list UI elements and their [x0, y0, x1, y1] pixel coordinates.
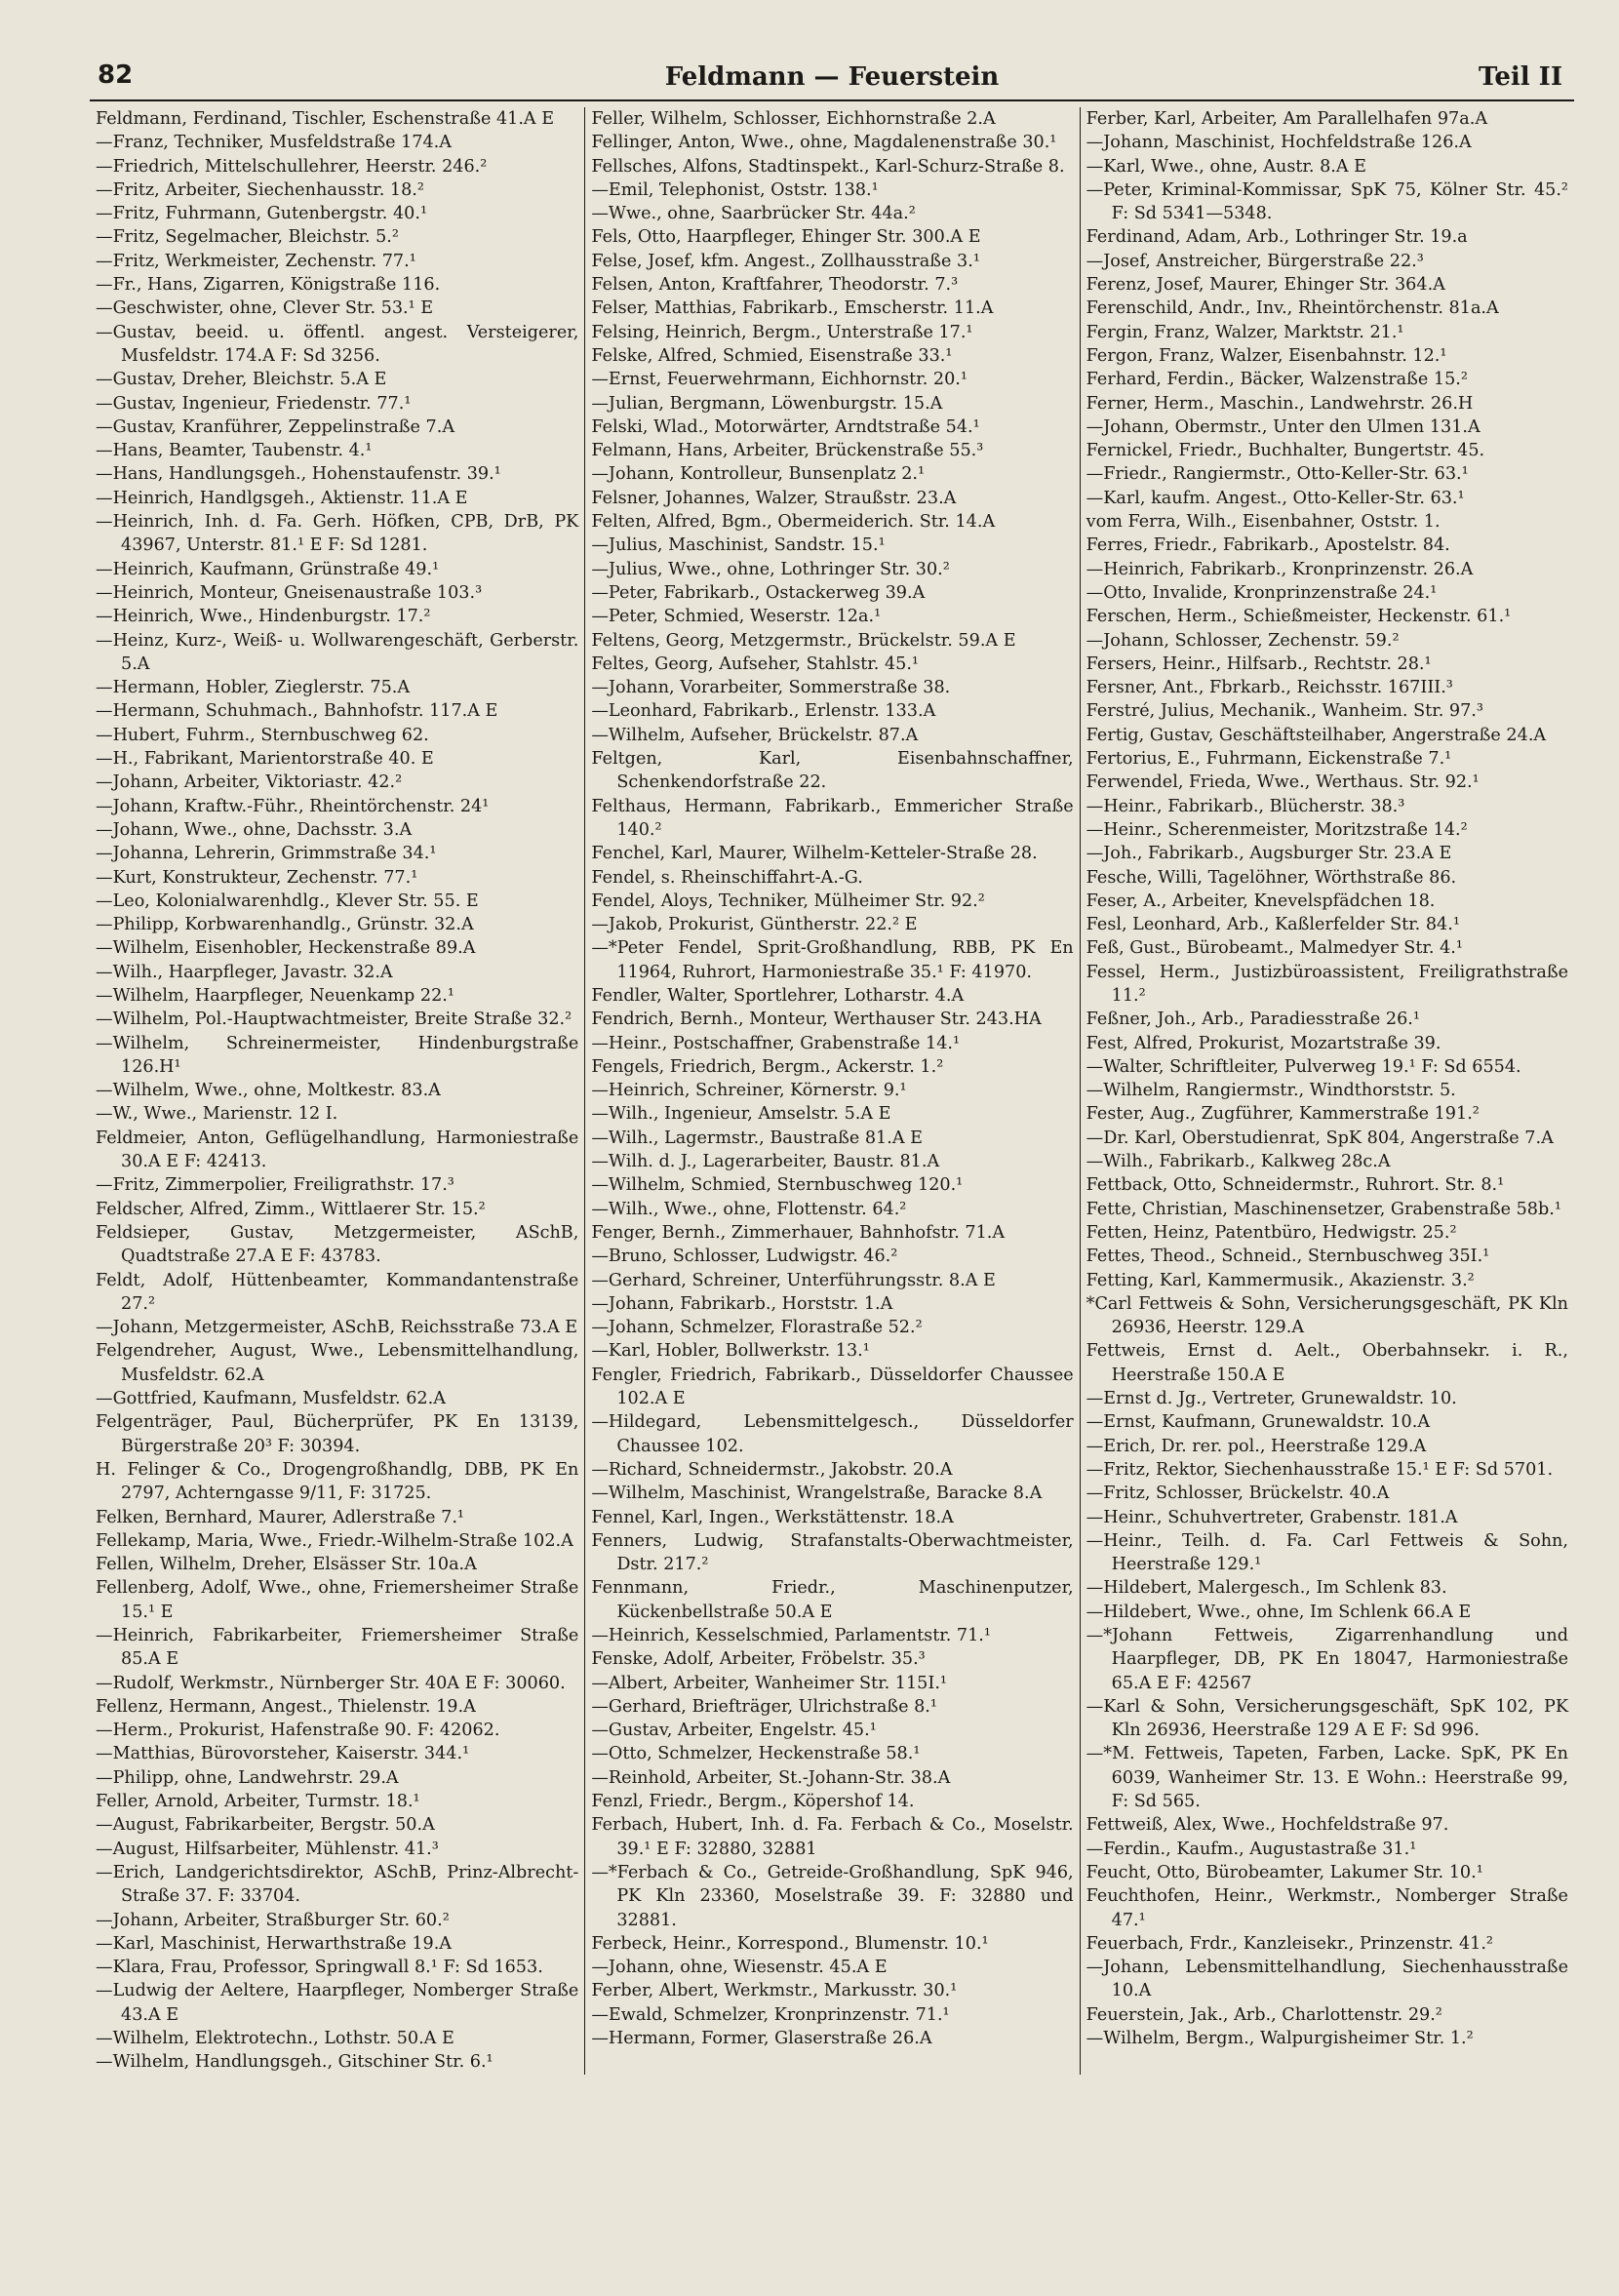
- directory-entry: —Rudolf, Werkmstr., Nürnberger Str. 40A E F: 30060.: [96, 1673, 566, 1693]
- directory-entry: Felske, Alfred, Schmied, Eisenstraße 33.¹: [591, 345, 953, 366]
- directory-entry: Feuchthofen, Heinr., Werkmstr., Nomberger Straße 47.¹: [1086, 1886, 1568, 1930]
- directory-entry: —Albert, Arbeiter, Wanheimer Str. 115I.¹: [591, 1673, 947, 1693]
- directory-entry: —Joh., Fabrikarb., Augsburger Str. 23.A E: [1086, 844, 1452, 864]
- directory-entry: Fellekamp, Maria, Wwe., Friedr.-Wilhelm-Straße 102.A: [96, 1530, 573, 1551]
- directory-entry: —Wwe., ohne, Saarbrücker Str. 44a.²: [591, 204, 916, 224]
- directory-entry: Felthaus, Hermann, Fabrikarb., Emmericher Straße 140.²: [591, 796, 1074, 840]
- directory-entry: —Wilhelm, Wwe., ohne, Moltkestr. 83.A: [96, 1081, 441, 1101]
- directory-entry: —Hubert, Fuhrm., Sternbuschweg 62.: [96, 725, 429, 745]
- directory-entry: —Hans, Handlungsgeh., Hohenstaufenstr. 39.¹: [96, 464, 501, 485]
- directory-entry: —Fritz, Zimmerpolier, Freiligrathstr. 17.³: [96, 1175, 454, 1196]
- directory-entry: —Ernst d. Jg., Vertreter, Grunewaldstr. 10.: [1086, 1389, 1457, 1409]
- directory-entry: —Erich, Dr. rer. pol., Heerstraße 129.A: [1086, 1436, 1427, 1456]
- directory-entry: Fenzl, Friedr., Bergm., Köpershof 14.: [591, 1792, 915, 1812]
- directory-entry: Fenske, Adolf, Arbeiter, Fröbelstr. 35.³: [591, 1649, 926, 1670]
- column-3: [1080, 107, 1574, 2075]
- directory-entry: Fessel, Herm., Justizbüroassistent, Freiligrathstraße 11.²: [1086, 962, 1568, 1006]
- directory-entry: —H., Fabrikant, Marientorstraße 40. E: [96, 749, 434, 770]
- directory-entry: —Johann, Arbeiter, Viktoriastr. 42.²: [96, 772, 403, 793]
- directory-entry: —Bruno, Schlosser, Ludwigstr. 46.²: [591, 1247, 898, 1267]
- directory-entry: —Wilhelm, Eisenhobler, Heckenstraße 89.A: [96, 938, 476, 959]
- directory-entry: Fetting, Karl, Kammermusik., Akazienstr. 3.²: [1086, 1270, 1475, 1290]
- directory-entry: —Fritz, Rektor, Siechenhausstraße 15.¹ E F: Sd 5701.: [1086, 1459, 1554, 1480]
- directory-entry: —Johann, ohne, Wiesenstr. 45.A E: [591, 1958, 888, 1978]
- directory-entry: —Heinr., Scherenmeister, Moritzstraße 14.²: [1086, 819, 1468, 840]
- directory-entry: —Wilhelm, Bergm., Walpurgisheimer Str. 1.²: [1086, 2029, 1474, 2049]
- directory-entry: Fenners, Ludwig, Strafanstalts-Oberwachtmeister, Dstr. 217.²: [591, 1530, 1074, 1575]
- directory-entry: Feucht, Otto, Bürobeamter, Lakumer Str. 10.¹: [1086, 1862, 1483, 1882]
- directory-entry: —Gustav, Arbeiter, Engelstr. 45.¹: [591, 1721, 877, 1741]
- directory-entry: Fest, Alfred, Prokurist, Mozartstraße 39.: [1086, 1033, 1441, 1053]
- directory-entry: —Ernst, Feuerwehrmann, Eichhornstr. 20.¹: [591, 370, 967, 390]
- directory-entry: Ferenz, Josef, Maurer, Ehinger Str. 364.A: [1086, 275, 1445, 296]
- directory-entry: —Friedrich, Mittelschullehrer, Heerstr. 246.²: [96, 156, 488, 177]
- directory-entry: —Johann, Kontrolleur, Bunsenplatz 2.¹: [591, 464, 926, 485]
- directory-entry: —Hildegard, Lebensmittelgesch., Düsseldorfer Chaussee 102.: [591, 1412, 1074, 1456]
- directory-entry: —Hildebert, Malergesch., Im Schlenk 83.: [1086, 1578, 1447, 1599]
- directory-entry: —Wilh., Wwe., ohne, Flottenstr. 64.²: [591, 1199, 907, 1219]
- directory-entry: —Ludwig der Aeltere, Haarpfleger, Nomberger Straße 43.A E: [96, 1981, 579, 2025]
- directory-entry: Felse, Josef, kfm. Angest., Zollhausstraße 3.¹: [591, 251, 980, 271]
- directory-entry: —Gerhard, Schreiner, Unterführungsstr. 8.A E: [591, 1270, 996, 1290]
- directory-entry: —August, Hilfsarbeiter, Mühlenstr. 41.³: [96, 1839, 439, 1859]
- directory-entry: Felmann, Hans, Arbeiter, Brückenstraße 55.³: [591, 441, 984, 461]
- page-number: 82: [98, 60, 134, 90]
- directory-entry: —Wilhelm, Schreinermeister, Hindenburgstraße 126.H¹: [96, 1033, 579, 1077]
- directory-entry: Fersner, Ant., Fbrkarb., Reichsstr. 167III.³: [1086, 678, 1453, 698]
- directory-entry: —Otto, Schmelzer, Heckenstraße 58.¹: [591, 1744, 921, 1764]
- directory-entry: —Otto, Invalide, Kronprinzenstraße 24.¹: [1086, 582, 1438, 603]
- directory-entry: —Johanna, Lehrerin, Grimmstraße 34.¹: [96, 844, 437, 864]
- directory-entry: —Hermann, Former, Glaserstraße 26.A: [591, 2029, 932, 2049]
- directory-entry: —Peter, Schmied, Weserstr. 12a.¹: [591, 607, 882, 627]
- directory-entry: —Johann, Metzgermeister, ASchB, Reichsstraße 73.A E: [96, 1318, 578, 1338]
- directory-entry: —Gustav, beeid. u. öffentl. angest. Versteigerer, Musfeldstr. 174.A F: Sd 3256.: [96, 322, 579, 366]
- directory-entry: —Richard, Schneidermstr., Jakobstr. 20.A: [591, 1459, 953, 1480]
- directory-entry: Fellinger, Anton, Wwe., ohne, Magdalenenstraße 30.¹: [591, 133, 1057, 153]
- directory-entry: Ferber, Karl, Arbeiter, Am Parallelhafen 97a.A: [1086, 109, 1488, 129]
- directory-entry: —Heinrich, Kesselschmied, Parlamentstr. 71.¹: [591, 1626, 991, 1645]
- directory-entry: Fernickel, Friedr., Buchhalter, Bungertstr. 45.: [1086, 441, 1485, 461]
- directory-entry: —Hermann, Schuhmach., Bahnhofstr. 117.A E: [96, 701, 498, 722]
- directory-entry: —Josef, Anstreicher, Bürgerstraße 22.³: [1086, 251, 1424, 271]
- directory-entry: —Fritz, Schlosser, Brückelstr. 40.A: [1086, 1484, 1390, 1504]
- directory-entry: Felten, Alfred, Bgm., Obermeiderich. Str. 14.A: [591, 512, 996, 533]
- directory-entry: —Jakob, Prokurist, Güntherstr. 22.² E: [591, 915, 918, 935]
- directory-entry: —Heinrich, Monteur, Gneisenaustraße 103.³: [96, 582, 483, 603]
- directory-entry: —Fritz, Fuhrmann, Gutenbergstr. 40.¹: [96, 204, 428, 224]
- directory-entry: Fettes, Theod., Schneid., Sternbuschweg 35I.¹: [1086, 1247, 1490, 1267]
- directory-entry: —Heinr., Fabrikarb., Blücherstr. 38.³: [1086, 796, 1405, 816]
- directory-entry: —Johann, Maschinist, Hochfeldstraße 126.A: [1086, 133, 1472, 153]
- directory-entry: Felsen, Anton, Kraftfahrer, Theodorstr. 7.³: [591, 275, 959, 296]
- directory-entry: Feller, Wilhelm, Schlosser, Eichhornstraße 2.A: [591, 109, 996, 129]
- directory-entry: —Hans, Beamter, Taubenstr. 4.¹: [96, 441, 373, 461]
- directory-entry: Fennmann, Friedr., Maschinenputzer, Kückenbellstraße 50.A E: [591, 1578, 1074, 1622]
- directory-entry: —Karl, Wwe., ohne, Austr. 8.A E: [1086, 156, 1367, 177]
- directory-entry: —Fritz, Arbeiter, Siechenhausstr. 18.²: [96, 179, 424, 200]
- directory-entry: Fesche, Willi, Tagelöhner, Wörthstraße 86.: [1086, 867, 1457, 888]
- directory-entry: —Reinhold, Arbeiter, St.-Johann-Str. 38.A: [591, 1767, 951, 1788]
- directory-entry: Fertig, Gustav, Geschäftsteilhaber, Angerstraße 24.A: [1086, 725, 1547, 745]
- directory-entry: Fertorius, E., Fuhrmann, Eickenstraße 7.¹: [1086, 749, 1452, 770]
- directory-entry: Ferstré, Julius, Mechanik., Wanheim. Str. 97.³: [1086, 701, 1483, 722]
- directory-entry: Fette, Christian, Maschinensetzer, Grabenstraße 58b.¹: [1086, 1199, 1561, 1219]
- directory-entry: Fendel, s. Rheinschiffahrt-A.-G.: [591, 867, 863, 888]
- directory-entry: Ferenschild, Andr., Inv., Rheintörchenstr. 81a.A: [1086, 298, 1499, 319]
- directory-entry: Fendrich, Bernh., Monteur, Werthauser Str. 243.HA: [591, 1009, 1042, 1030]
- directory-entry: —Leo, Kolonialwarenhdlg., Klever Str. 55. E: [96, 891, 479, 911]
- directory-entry: —Johann, Vorarbeiter, Sommerstraße 38.: [591, 678, 951, 698]
- directory-entry: Feuerbach, Frdr., Kanzleisekr., Prinzenstr. 41.²: [1086, 1933, 1493, 1954]
- directory-entry: —Heinrich, Schreiner, Körnerstr. 9.¹: [591, 1081, 907, 1101]
- directory-entry: Fester, Aug., Zugführer, Kammerstraße 191.²: [1086, 1104, 1480, 1125]
- directory-entry: —Johann, Obermstr., Unter den Ulmen 131.A: [1086, 416, 1481, 437]
- directory-entry: —Emil, Telephonist, Oststr. 138.¹: [591, 179, 879, 200]
- directory-entry: —Kurt, Konstrukteur, Zechenstr. 77.¹: [96, 867, 418, 888]
- directory-entry: Fels, Otto, Haarpfleger, Ehinger Str. 300.A E: [591, 227, 981, 248]
- directory-entry: —Herm., Prokurist, Hafenstraße 90. F: 42062.: [96, 1721, 500, 1741]
- directory-entry: *Carl Fettweis & Sohn, Versicherungsgeschäft, PK Kln 26936, Heerstr. 129.A: [1086, 1293, 1568, 1338]
- directory-entry: —Heinrich, Inh. d. Fa. Gerh. Höfken, CPB, DrB, PK 43967, Unterstr. 81.¹ E F: Sd 1281.: [96, 512, 579, 556]
- directory-entry: —Johann, Kraftw.-Führ., Rheintörchenstr. 24¹: [96, 796, 490, 816]
- directory-entry: Fengler, Friedrich, Fabrikarb., Düsseldorfer Chaussee 102.A E: [591, 1365, 1074, 1409]
- running-title: Feldmann — Feuerstein: [664, 62, 1000, 92]
- directory-entry: —*Peter Fendel, Sprit-Großhandlung, RBB, PK En 11964, Ruhrort, Harmoniestraße 35.¹ F: 41970.: [591, 938, 1074, 982]
- directory-entry: —Wilh., Lagermstr., Baustraße 81.A E: [591, 1128, 923, 1148]
- directory-entry: Feser, A., Arbeiter, Knevelspfädchen 18.: [1086, 891, 1436, 911]
- directory-entry: Fettweiß, Alex, Wwe., Hochfeldstraße 97.: [1086, 1815, 1449, 1836]
- directory-entry: Ferber, Albert, Werkmstr., Markusstr. 30.¹: [591, 1981, 958, 2001]
- directory-entry: Fellsches, Alfons, Stadtinspekt., Karl-Schurz-Straße 8.: [591, 156, 1065, 177]
- directory-entry: —Heinr., Teilh. d. Fa. Carl Fettweis & Sohn, Heerstraße 129.¹: [1086, 1530, 1568, 1575]
- directory-entry: —Julius, Wwe., ohne, Lothringer Str. 30.²: [591, 559, 950, 579]
- directory-entry: —Karl, Maschinist, Herwarthstraße 19.A: [96, 1933, 453, 1954]
- directory-entry: —*Johann Fettweis, Zigarrenhandlung und Haarpfleger, DB, PK En 18047, Harmoniestraße 65.A E F: 42567: [1086, 1626, 1568, 1693]
- directory-entry: —Karl & Sohn, Versicherungsgeschäft, SpK 102, PK Kln 26936, Heerstraße 129 A E F: Sd 996.: [1086, 1696, 1568, 1741]
- page-header: [90, 60, 1574, 101]
- directory-entry: —Friedr., Rangiermstr., Otto-Keller-Str. 63.¹: [1086, 464, 1469, 485]
- directory-entry: Feltgen, Karl, Eisenbahnschaffner, Schenkendorfstraße 22.: [591, 749, 1074, 793]
- directory-entry: Ferbeck, Heinr., Korrespond., Blumenstr. 10.¹: [591, 1933, 989, 1954]
- directory-entry: —Johann, Arbeiter, Straßburger Str. 60.²: [96, 1910, 450, 1930]
- directory-entry: Fendler, Walter, Sportlehrer, Lotharstr. 4.A: [591, 985, 965, 1006]
- part-label: Teil II: [1478, 62, 1562, 92]
- directory-entry: —Johann, Lebensmittelhandlung, Siechenhausstraße 10.A: [1086, 1958, 1568, 2001]
- directory-entry: Fergon, Franz, Walzer, Eisenbahnstr. 12.¹: [1086, 345, 1447, 366]
- directory-entry: —Erich, Landgerichtsdirektor, ASchB, Prinz-Albrecht-Straße 37. F: 33704.: [96, 1862, 579, 1907]
- directory-entry: —Heinrich, Fabrikarbeiter, Friemersheimer Straße 85.A E: [96, 1626, 579, 1670]
- directory-entry: —Julius, Maschinist, Sandstr. 15.¹: [591, 535, 886, 556]
- directory-entry: Felgenträger, Paul, Bücherprüfer, PK En 13139, Bürgerstraße 20³ F: 30394.: [96, 1412, 579, 1456]
- directory-entry: Feß, Gust., Bürobeamt., Malmedyer Str. 4.¹: [1086, 938, 1463, 959]
- directory-entry: —Johann, Fabrikarb., Horststr. 1.A: [591, 1293, 893, 1314]
- directory-entry: —Karl, kaufm. Angest., Otto-Keller-Str. 63.¹: [1086, 488, 1465, 508]
- directory-entry: —Wilhelm, Maschinist, Wrangelstraße, Baracke 8.A: [591, 1484, 1043, 1504]
- directory-entry: —Wilhelm, Pol.-Hauptwachtmeister, Breite Straße 32.²: [96, 1009, 573, 1030]
- directory-entry: —Hermann, Hobler, Zieglerstr. 75.A: [96, 678, 411, 698]
- columns: [90, 107, 1574, 2075]
- directory-entry: —Johann, Schlosser, Zechenstr. 59.²: [1086, 630, 1400, 651]
- directory-entry: —Heinr., Postschaffner, Grabenstraße 14.¹: [591, 1033, 961, 1053]
- directory-entry: Ferres, Friedr., Fabrikarb., Apostelstr. 84.: [1086, 535, 1450, 556]
- directory-entry: —August, Fabrikarbeiter, Bergstr. 50.A: [96, 1815, 435, 1836]
- directory-entry: Ferdinand, Adam, Arb., Lothringer Str. 19.a: [1086, 227, 1468, 248]
- directory-entry: —Peter, Kriminal-Kommissar, SpK 75, Kölner Str. 45.² F: Sd 5341—5348.: [1086, 179, 1568, 224]
- directory-entry: Felsing, Heinrich, Bergm., Unterstraße 17.¹: [591, 322, 973, 342]
- directory-entry: Feller, Arnold, Arbeiter, Turmstr. 18.¹: [96, 1792, 420, 1812]
- directory-entry: Fellen, Wilhelm, Dreher, Elsässer Str. 10a.A: [96, 1555, 477, 1575]
- directory-entry: Ferschen, Herm., Schießmeister, Heckenstr. 61.¹: [1086, 607, 1512, 627]
- directory-entry: Fellenberg, Adolf, Wwe., ohne, Friemersheimer Straße 15.¹ E: [96, 1578, 579, 1622]
- directory-entry: —W., Wwe., Marienstr. 12 I.: [96, 1104, 338, 1125]
- directory-entry: —Johann, Wwe., ohne, Dachsstr. 3.A: [96, 819, 413, 840]
- directory-entry: —Wilh., Fabrikarb., Kalkweg 28c.A: [1086, 1152, 1391, 1172]
- directory-entry: —Julian, Bergmann, Löwenburgstr. 15.A: [591, 393, 943, 414]
- directory-entry: Feldscher, Alfred, Zimm., Wittlaerer Str. 15.²: [96, 1199, 486, 1219]
- directory-entry: Feuerstein, Jak., Arb., Charlottenstr. 29.²: [1086, 2004, 1442, 2025]
- directory-entry: —Fr., Hans, Zigarren, Königstraße 116.: [96, 275, 441, 296]
- directory-entry: —Wilhelm, Aufseher, Brückelstr. 87.A: [591, 725, 919, 745]
- directory-entry: —*Ferbach & Co., Getreide-Großhandlung, SpK 946, PK Kln 23360, Moselstraße 39. F: 32880 und 32881.: [591, 1862, 1074, 1930]
- directory-entry: —Geschwister, ohne, Clever Str. 53.¹ E: [96, 298, 434, 319]
- directory-entry: Ferhard, Ferdin., Bäcker, Walzenstraße 15.²: [1086, 370, 1468, 390]
- directory-entry: Feldsieper, Gustav, Metzgermeister, ASchB, Quadtstraße 27.A E F: 43783.: [96, 1222, 579, 1267]
- directory-entry: —Franz, Techniker, Musfeldstraße 174.A: [96, 133, 452, 153]
- directory-entry: —Heinrich, Wwe., Hindenburgstr. 17.²: [96, 607, 431, 627]
- directory-entry: Fendel, Aloys, Techniker, Mülheimer Str. 92.²: [591, 891, 985, 911]
- directory-entry: Fenchel, Karl, Maurer, Wilhelm-Ketteler-Straße 28.: [591, 844, 1038, 864]
- directory-entry: Feldt, Adolf, Hüttenbeamter, Kommandantenstraße 27.²: [96, 1270, 579, 1314]
- directory-entry: vom Ferra, Wilh., Eisenbahner, Oststr. 1.: [1086, 512, 1441, 533]
- directory-entry: Felken, Bernhard, Maurer, Adlerstraße 7.¹: [96, 1507, 464, 1527]
- directory-entry: Fettweis, Ernst d. Aelt., Oberbahnsekr. i. R., Heerstraße 150.A E: [1086, 1341, 1568, 1385]
- directory-entry: Fengels, Friedrich, Bergm., Ackerstr. 1.²: [591, 1056, 944, 1077]
- directory-entry: —Peter, Fabrikarb., Ostackerweg 39.A: [591, 582, 926, 603]
- directory-entry: —Matthias, Bürovorsteher, Kaiserstr. 344.¹: [96, 1744, 470, 1764]
- directory-entry: —Heinrich, Fabrikarb., Kronprinzenstr. 26.A: [1086, 559, 1474, 579]
- directory-entry: —Philipp, Korbwarenhandlg., Grünstr. 32.A: [96, 915, 474, 935]
- directory-entry: —Wilhelm, Elektrotechn., Lothstr. 50.A E: [96, 2029, 454, 2049]
- directory-entry: Ferner, Herm., Maschin., Landwehrstr. 26.H: [1086, 393, 1474, 414]
- directory-entry: —Johann, Schmelzer, Florastraße 52.²: [591, 1318, 923, 1338]
- directory-entry: —Gottfried, Kaufmann, Musfeldstr. 62.A: [96, 1389, 446, 1409]
- directory-entry: —Karl, Hobler, Bollwerkstr. 13.¹: [591, 1341, 870, 1362]
- directory-entry: —Wilhelm, Rangiermstr., Windthorststr. 5.: [1086, 1081, 1456, 1101]
- directory-entry: Fersers, Heinr., Hilfsarb., Rechtstr. 28.¹: [1086, 653, 1432, 674]
- column-2: [584, 107, 1079, 2075]
- directory-entry: Fenger, Bernh., Zimmerhauer, Bahnhofstr. 71.A: [591, 1222, 1006, 1243]
- directory-entry: Fettback, Otto, Schneidermstr., Ruhrort. Str. 8.¹: [1086, 1175, 1505, 1196]
- directory-entry: —Gustav, Ingenieur, Friedenstr. 77.¹: [96, 393, 412, 414]
- directory-entry: —Philipp, ohne, Landwehrstr. 29.A: [96, 1767, 399, 1788]
- directory-entry: Feldmeier, Anton, Geflügelhandlung, Harmoniestraße 30.A E F: 42413.: [96, 1128, 579, 1172]
- directory-entry: Fergin, Franz, Walzer, Marktstr. 21.¹: [1086, 322, 1404, 342]
- directory-entry: —Klara, Frau, Professor, Springwall 8.¹ F: Sd 1653.: [96, 1958, 543, 1978]
- directory-entry: —Walter, Schriftleiter, Pulverweg 19.¹ F: Sd 6554.: [1086, 1056, 1521, 1077]
- directory-entry: —Wilh., Haarpfleger, Javastr. 32.A: [96, 962, 393, 982]
- directory-entry: Fetten, Heinz, Patentbüro, Hedwigstr. 25.²: [1086, 1222, 1457, 1243]
- column-1: [90, 107, 584, 2075]
- directory-entry: —Heinz, Kurz-, Weiß- u. Wollwarengeschäft, Gerberstr. 5.A: [96, 630, 579, 674]
- directory-entry: —Ernst, Kaufmann, Grunewaldstr. 10.A: [1086, 1412, 1431, 1433]
- directory-entry: —Heinrich, Kaufmann, Grünstraße 49.¹: [96, 559, 440, 579]
- directory-entry: —Wilhelm, Haarpfleger, Neuenkamp 22.¹: [96, 985, 454, 1006]
- directory-entry: —Ferdin., Kaufm., Augustastraße 31.¹: [1086, 1839, 1417, 1859]
- directory-entry: —Dr. Karl, Oberstudienrat, SpK 804, Angerstraße 7.A: [1086, 1128, 1554, 1148]
- directory-entry: —Gustav, Dreher, Bleichstr. 5.A E: [96, 370, 387, 390]
- directory-entry: —Fritz, Werkmeister, Zechenstr. 77.¹: [96, 251, 416, 271]
- directory-entry: —Heinr., Schuhvertreter, Grabenstr. 181.A: [1086, 1507, 1458, 1527]
- directory-entry: Felski, Wlad., Motorwärter, Arndtstraße 54.¹: [591, 416, 980, 437]
- directory-entry: —Wilh. d. J., Lagerarbeiter, Baustr. 81.A: [591, 1152, 940, 1172]
- directory-entry: —Heinrich, Handlgsgeh., Aktienstr. 11.A E: [96, 488, 468, 508]
- directory-entry: —Ewald, Schmelzer, Kronprinzenstr. 71.¹: [591, 2004, 950, 2025]
- directory-entry: Fennel, Karl, Ingen., Werkstättenstr. 18.A: [591, 1507, 954, 1527]
- directory-entry: Fesl, Leonhard, Arb., Kaßlerfelder Str. 84.¹: [1086, 915, 1460, 935]
- directory-entry: Ferbach, Hubert, Inh. d. Fa. Ferbach & Co., Moselstr. 39.¹ E F: 32880, 32881: [591, 1815, 1074, 1859]
- directory-entry: Feltens, Georg, Metzgermstr., Brückelstr. 59.A E: [591, 630, 1016, 651]
- directory-entry: —Gerhard, Briefträger, Ulrichstraße 8.¹: [591, 1696, 937, 1717]
- directory-entry: —Leonhard, Fabrikarb., Erlenstr. 133.A: [591, 701, 936, 722]
- directory-entry: Ferwendel, Frieda, Wwe., Werthaus. Str. 92.¹: [1086, 772, 1480, 793]
- directory-entry: —Wilhelm, Schmied, Sternbuschweg 120.¹: [591, 1175, 964, 1196]
- directory-entry: —Wilhelm, Handlungsgeh., Gitschiner Str. 6.¹: [96, 2052, 494, 2073]
- directory-entry: H. Felinger & Co., Drogengroßhandlg, DBB, PK En 2797, Achterngasse 9/11, F: 31725.: [96, 1459, 579, 1504]
- directory-entry: —Fritz, Segelmacher, Bleichstr. 5.²: [96, 227, 399, 248]
- directory-entry: Felsner, Johannes, Walzer, Straußstr. 23.A: [591, 488, 957, 508]
- directory-entry: Feldmann, Ferdinand, Tischler, Eschenstraße 41.A E: [96, 109, 555, 129]
- directory-entry: —*M. Fettweis, Tapeten, Farben, Lacke. SpK, PK En 6039, Wanheimer Str. 13. E Wohn.: Heerstraße 99, F: Sd 565.: [1086, 1744, 1568, 1812]
- directory-entry: Feltes, Georg, Aufseher, Stahlstr. 45.¹: [591, 653, 919, 674]
- directory-entry: Fellenz, Hermann, Angest., Thielenstr. 19.A: [96, 1696, 476, 1717]
- directory-entry: —Wilh., Ingenieur, Amselstr. 5.A E: [591, 1104, 891, 1125]
- directory-entry: Feßner, Joh., Arb., Paradiesstraße 26.¹: [1086, 1009, 1420, 1030]
- directory-entry: Felser, Matthias, Fabrikarb., Emscherstr. 11.A: [591, 298, 994, 319]
- directory-entry: Felgendreher, August, Wwe., Lebensmittelhandlung, Musfeldstr. 62.A: [96, 1341, 579, 1385]
- directory-entry: —Hildebert, Wwe., ohne, Im Schlenk 66.A E: [1086, 1602, 1472, 1622]
- directory-entry: —Gustav, Kranführer, Zeppelinstraße 7.A: [96, 416, 455, 437]
